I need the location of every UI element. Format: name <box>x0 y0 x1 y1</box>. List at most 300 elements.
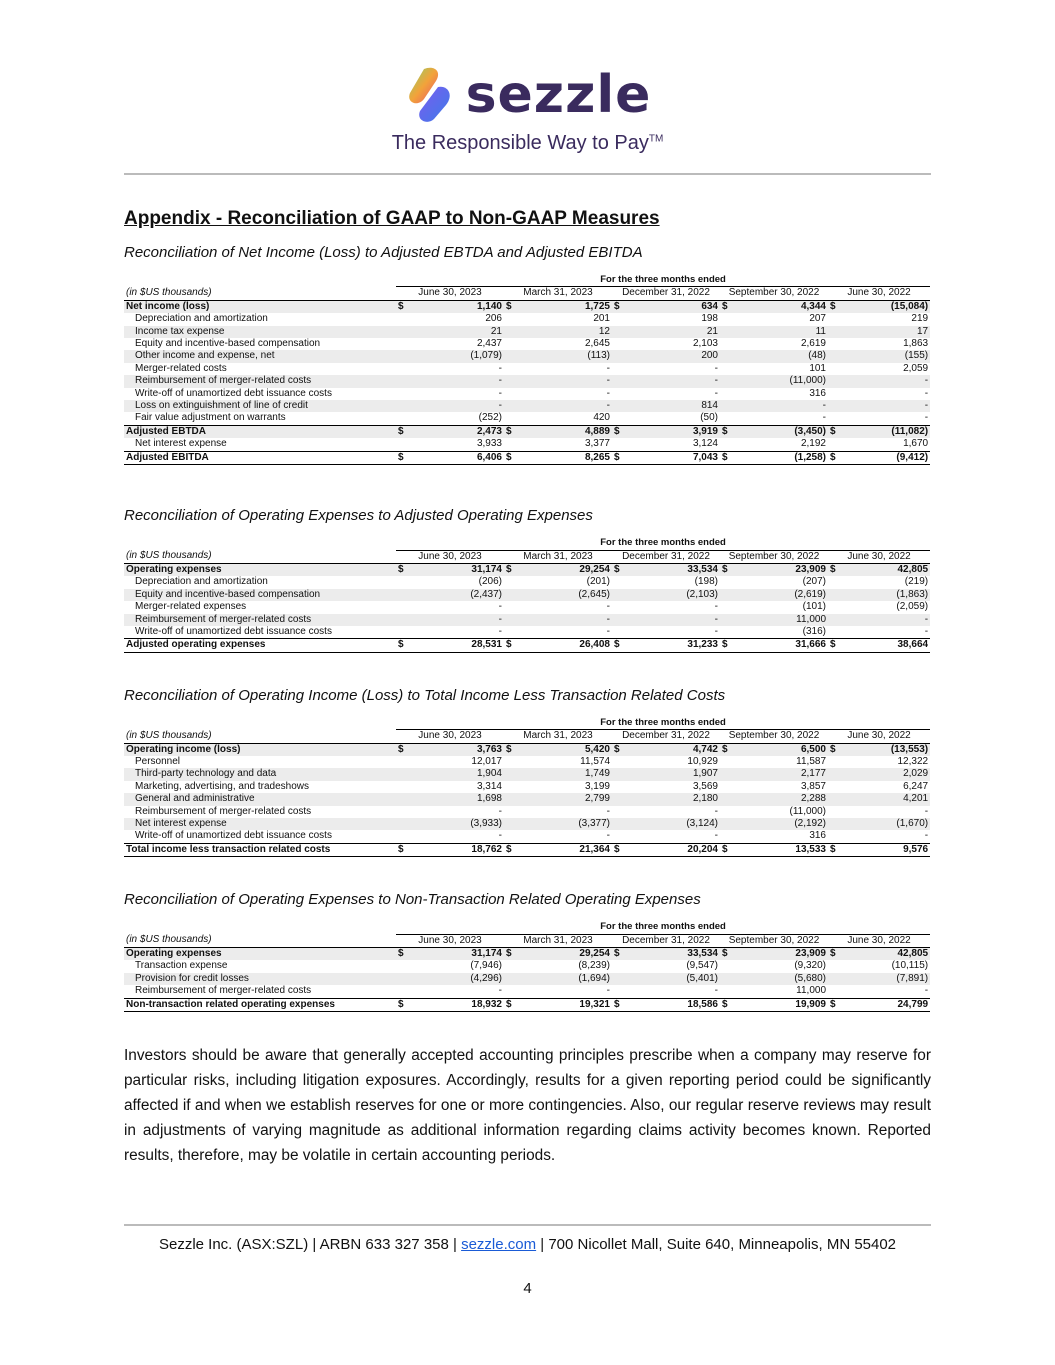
currency-symbol <box>828 614 846 626</box>
currency-symbol <box>396 576 414 588</box>
cell-value: 26,408 <box>522 639 612 652</box>
cell-value: 23,909 <box>738 948 828 961</box>
cell-value: (7,946) <box>470 960 502 972</box>
currency-symbol <box>720 818 738 830</box>
currency-symbol: $ <box>828 563 846 576</box>
currency-symbol <box>720 601 738 613</box>
currency-symbol <box>720 756 738 768</box>
currency-symbol: $ <box>612 639 630 652</box>
table-row <box>124 843 930 856</box>
currency-symbol <box>612 985 630 998</box>
cell-value: 24,799 <box>846 998 930 1011</box>
currency-symbol <box>720 412 738 425</box>
currency-symbol <box>828 973 846 985</box>
currency-symbol: $ <box>504 843 522 856</box>
cell-value: (252) <box>478 412 502 424</box>
currency-symbol <box>612 589 630 601</box>
currency-symbol <box>612 338 630 350</box>
brand-name: sezzle <box>465 65 652 125</box>
cell-value: 18,932 <box>414 998 504 1011</box>
cell-value: - <box>714 830 718 842</box>
cell-value: 198 <box>701 313 718 325</box>
column-header: September 30, 2022 <box>720 287 828 300</box>
table-row <box>124 960 930 972</box>
currency-symbol <box>720 576 738 588</box>
period-header: For the three months ended <box>396 537 930 550</box>
cell-value: (2,059) <box>896 601 929 613</box>
cell-value: 19,909 <box>738 998 828 1011</box>
cell-value: 2,473 <box>414 425 504 438</box>
cell-value: 2,192 <box>800 438 826 450</box>
currency-symbol <box>396 338 414 350</box>
cell-value: - <box>714 387 718 399</box>
footer-address: | 700 Nicollet Mall, Suite 640, Minneapolis, MN 55402 <box>536 1236 897 1253</box>
currency-symbol <box>720 350 738 362</box>
cell-value: 8,265 <box>522 451 612 464</box>
currency-symbol <box>720 806 738 818</box>
cell-value: 3,377 <box>584 438 610 450</box>
table-row <box>124 626 930 639</box>
currency-symbol <box>828 438 846 451</box>
currency-symbol: $ <box>396 300 414 313</box>
currency-symbol <box>396 768 414 780</box>
cell-value: - <box>924 412 929 424</box>
currency-symbol: $ <box>612 743 630 756</box>
cell-value: 2,799 <box>522 793 612 805</box>
currency-symbol <box>396 388 414 400</box>
unit-label: (in $US thousands) <box>124 550 396 563</box>
row-label: Write-off of unamortized debt issuance costs <box>135 387 332 399</box>
cell-value: 3,569 <box>692 780 718 792</box>
cell-value: 12 <box>522 326 612 338</box>
cell-value: (3,450) <box>738 425 828 438</box>
currency-symbol <box>720 614 738 626</box>
cell-value: 33,534 <box>630 948 720 961</box>
currency-symbol: $ <box>720 639 738 652</box>
row-label: Merger-related expenses <box>135 601 247 613</box>
cell-value: 6,406 <box>414 451 504 464</box>
financial-table <box>124 537 930 653</box>
currency-symbol <box>504 793 522 805</box>
currency-symbol <box>612 768 630 780</box>
row-label: Total income less transaction related costs <box>124 843 396 856</box>
table-row <box>124 601 930 613</box>
table-row <box>124 350 930 362</box>
currency-symbol: $ <box>612 451 630 464</box>
currency-symbol <box>828 400 846 412</box>
column-header: September 30, 2022 <box>720 550 828 563</box>
currency-symbol <box>720 313 738 325</box>
cell-value: 20,204 <box>630 843 720 856</box>
cell-value: (1,670) <box>846 818 930 830</box>
header-divider <box>124 173 931 175</box>
currency-symbol <box>504 350 522 362</box>
cell-value: 201 <box>593 313 610 325</box>
cell-value: - <box>522 375 612 387</box>
currency-symbol <box>612 400 630 412</box>
cell-value: 18,762 <box>414 843 504 856</box>
cell-value: - <box>522 400 612 412</box>
currency-symbol <box>720 626 738 639</box>
currency-symbol <box>720 375 738 387</box>
cell-value: (2,619) <box>738 589 828 601</box>
row-label: Operating expenses <box>124 948 396 961</box>
cell-value: - <box>714 625 718 637</box>
cell-value: 1,863 <box>903 338 929 350</box>
cell-value: 18,586 <box>630 998 720 1011</box>
section-title: Reconciliation of Operating Expenses to Adjusted Operating Expenses <box>124 507 593 525</box>
currency-symbol <box>612 412 630 425</box>
currency-symbol <box>828 375 846 387</box>
cell-value: - <box>606 625 610 637</box>
currency-symbol: $ <box>504 743 522 756</box>
row-label: Reimbursement of merger-related costs <box>135 805 312 817</box>
cell-value: (1,694) <box>522 973 612 985</box>
cell-value: 23,909 <box>738 563 828 576</box>
cell-value: 5,420 <box>522 743 612 756</box>
cell-value: 101 <box>809 362 826 374</box>
column-header: March 31, 2023 <box>504 550 612 563</box>
currency-symbol <box>504 438 522 451</box>
currency-symbol <box>612 350 630 362</box>
tagline: The Responsible Way to Pay™ <box>391 132 664 154</box>
column-header: June 30, 2023 <box>396 550 504 563</box>
currency-symbol <box>504 589 522 601</box>
sezzle-logo-icon <box>404 65 456 125</box>
cell-value: 38,664 <box>846 639 930 652</box>
cell-value: - <box>606 830 610 842</box>
cell-value: 11,587 <box>796 755 826 767</box>
cell-value: 29,254 <box>522 948 612 961</box>
column-header: June 30, 2023 <box>396 287 504 300</box>
currency-symbol: $ <box>396 948 414 961</box>
currency-symbol <box>396 806 414 818</box>
currency-symbol: $ <box>720 425 738 438</box>
cell-value: 206 <box>485 313 502 325</box>
row-label: Adjusted EBTDA <box>124 425 396 438</box>
cell-value: - <box>924 387 929 399</box>
cell-value: 2,059 <box>903 362 929 374</box>
currency-symbol <box>396 363 414 375</box>
website-link[interactable]: sezzle.com <box>461 1236 537 1253</box>
currency-symbol <box>828 985 846 998</box>
reconciliation-section <box>124 687 931 857</box>
cell-value: 19,321 <box>522 998 612 1011</box>
table-row <box>124 451 930 464</box>
row-label: Net interest expense <box>124 818 396 830</box>
cell-value: - <box>498 985 502 997</box>
currency-symbol: $ <box>720 563 738 576</box>
cell-value: 42,805 <box>846 563 930 576</box>
cell-value: (5,680) <box>738 973 828 985</box>
currency-symbol: $ <box>504 639 522 652</box>
cell-value: 1,698 <box>414 793 504 805</box>
cell-value: 2,029 <box>846 768 930 780</box>
footer-divider <box>124 1224 931 1226</box>
table-row <box>124 300 930 313</box>
currency-symbol <box>828 818 846 830</box>
cell-value: (13,553) <box>846 743 930 756</box>
currency-symbol <box>612 973 630 985</box>
table-row <box>124 806 930 818</box>
currency-symbol: $ <box>720 843 738 856</box>
column-header: December 31, 2022 <box>612 287 720 300</box>
cell-value: (8,239) <box>578 960 610 972</box>
cell-value: - <box>522 614 612 626</box>
currency-symbol <box>504 576 522 588</box>
cell-value: - <box>498 362 502 374</box>
cell-value: (219) <box>904 576 929 588</box>
cell-value: 11 <box>738 326 828 338</box>
cell-value: (7,891) <box>846 973 930 985</box>
table-row <box>124 793 930 805</box>
row-label: Fair value adjustment on warrants <box>135 412 286 424</box>
cell-value: 21 <box>414 326 504 338</box>
cell-value: (206) <box>478 576 502 588</box>
cell-value: 9,576 <box>846 843 930 856</box>
currency-symbol <box>828 363 846 375</box>
cell-value: 420 <box>593 412 610 424</box>
currency-symbol <box>504 601 522 613</box>
cell-value: - <box>846 614 930 626</box>
row-label: Reimbursement of merger-related costs <box>124 614 396 626</box>
currency-symbol: $ <box>828 639 846 652</box>
table-row <box>124 563 930 576</box>
cell-value: (1,079) <box>414 350 504 362</box>
currency-symbol <box>828 960 846 972</box>
period-header: For the three months ended <box>396 274 930 287</box>
currency-symbol: $ <box>828 948 846 961</box>
cell-value: 219 <box>911 313 929 325</box>
table-row <box>124 375 930 387</box>
row-label: Merger-related costs <box>135 362 227 374</box>
currency-symbol <box>504 400 522 412</box>
cell-value: (155) <box>846 350 930 362</box>
row-label: Transaction expense <box>135 960 228 972</box>
currency-symbol <box>396 601 414 613</box>
cell-value: 2,619 <box>800 338 826 350</box>
cell-value: - <box>606 387 610 399</box>
row-label: General and administrative <box>124 793 396 805</box>
currency-symbol: $ <box>396 425 414 438</box>
currency-symbol: $ <box>828 843 846 856</box>
currency-symbol <box>396 626 414 639</box>
currency-symbol <box>396 313 414 325</box>
table-row <box>124 830 930 843</box>
cell-value: (11,000) <box>789 805 826 817</box>
currency-symbol: $ <box>828 998 846 1011</box>
cell-value: (50) <box>700 412 718 424</box>
unit-label: (in $US thousands) <box>124 287 396 300</box>
cell-value: 2,645 <box>584 338 610 350</box>
column-header: December 31, 2022 <box>612 730 720 743</box>
cell-value: (198) <box>694 576 718 588</box>
column-header: March 31, 2023 <box>504 287 612 300</box>
table-row <box>124 756 930 768</box>
cell-value: 3,199 <box>584 780 610 792</box>
cell-value: - <box>924 805 929 817</box>
page-heading: Appendix - Reconciliation of GAAP to Non-GAAP Measures <box>124 208 660 229</box>
row-label: Net interest expense <box>135 438 227 450</box>
currency-symbol <box>396 412 414 425</box>
table-row <box>124 639 930 652</box>
currency-symbol <box>504 818 522 830</box>
cell-value: - <box>738 400 828 412</box>
currency-symbol: $ <box>396 563 414 576</box>
cell-value: - <box>714 362 718 374</box>
financial-table <box>124 274 930 465</box>
cell-value: 3,919 <box>630 425 720 438</box>
section-title: Reconciliation of Net Income (Loss) to Adjusted EBTDA and Adjusted EBITDA <box>124 244 643 261</box>
column-header: December 31, 2022 <box>612 934 720 947</box>
cell-value: (9,547) <box>686 960 718 972</box>
cell-value: 200 <box>630 350 720 362</box>
row-label: Write-off of unamortized debt issuance costs <box>135 830 332 842</box>
cell-value: 6,500 <box>738 743 828 756</box>
currency-symbol <box>504 973 522 985</box>
currency-symbol: $ <box>504 451 522 464</box>
column-header: March 31, 2023 <box>504 934 612 947</box>
column-header: March 31, 2023 <box>504 730 612 743</box>
currency-symbol <box>504 326 522 338</box>
currency-symbol <box>504 768 522 780</box>
reconciliation-section <box>124 507 931 653</box>
cell-value: 814 <box>630 400 720 412</box>
currency-symbol: $ <box>612 948 630 961</box>
currency-symbol <box>612 363 630 375</box>
cell-value: - <box>414 614 504 626</box>
row-label: Income tax expense <box>124 326 396 338</box>
cell-value: (9,412) <box>846 451 930 464</box>
cell-value: 1,140 <box>414 300 504 313</box>
currency-symbol <box>720 338 738 350</box>
row-label: Equity and incentive-based compensation <box>135 338 321 350</box>
cell-value: (101) <box>802 601 826 613</box>
currency-symbol <box>828 806 846 818</box>
cell-value: (207) <box>802 576 826 588</box>
cell-value: 12,017 <box>471 755 502 767</box>
cell-value: (2,645) <box>522 589 612 601</box>
currency-symbol <box>720 960 738 972</box>
currency-symbol <box>612 438 630 451</box>
currency-symbol: $ <box>504 563 522 576</box>
row-label: Net income (loss) <box>124 300 396 313</box>
cell-value: - <box>414 400 504 412</box>
reconciliation-section <box>124 891 931 1012</box>
cell-value: - <box>714 985 718 997</box>
cell-value: (9,320) <box>794 960 826 972</box>
currency-symbol <box>612 388 630 400</box>
table-row <box>124 614 930 626</box>
row-label: Write-off of unamortized debt issuance costs <box>135 625 332 637</box>
currency-symbol <box>504 806 522 818</box>
cell-value: (10,115) <box>891 960 929 972</box>
period-header: For the three months ended <box>396 717 930 730</box>
cell-value: 1,904 <box>414 768 504 780</box>
row-label: Provision for credit losses <box>124 973 396 985</box>
currency-symbol <box>720 438 738 451</box>
cell-value: 31,174 <box>414 948 504 961</box>
cell-value: 2,103 <box>692 338 718 350</box>
cell-value: (2,437) <box>414 589 504 601</box>
cell-value: 2,177 <box>738 768 828 780</box>
currency-symbol <box>396 830 414 843</box>
cell-value: 3,124 <box>692 438 718 450</box>
currency-symbol <box>612 806 630 818</box>
currency-symbol: $ <box>612 300 630 313</box>
cell-value: 21 <box>630 326 720 338</box>
currency-symbol <box>504 313 522 325</box>
row-label: Adjusted operating expenses <box>124 639 396 652</box>
currency-symbol <box>612 576 630 588</box>
cell-value: 12,322 <box>897 755 929 767</box>
table-row <box>124 948 930 961</box>
cell-value: 11,574 <box>580 755 610 767</box>
column-header: June 30, 2022 <box>828 287 930 300</box>
cell-value: (4,296) <box>414 973 504 985</box>
table-row <box>124 438 930 451</box>
currency-symbol <box>612 793 630 805</box>
row-label: Depreciation and amortization <box>135 576 268 588</box>
cell-value: 2,180 <box>630 793 720 805</box>
column-header: June 30, 2023 <box>396 730 504 743</box>
table-row <box>124 998 930 1011</box>
currency-symbol: $ <box>396 998 414 1011</box>
cell-value: 316 <box>809 387 826 399</box>
cell-value: 4,201 <box>846 793 930 805</box>
cell-value: 316 <box>809 830 826 842</box>
cell-value: - <box>498 601 502 613</box>
currency-symbol <box>612 818 630 830</box>
table-row <box>124 768 930 780</box>
currency-symbol <box>828 412 846 425</box>
currency-symbol <box>720 388 738 400</box>
cell-value: - <box>822 412 826 424</box>
currency-symbol <box>504 388 522 400</box>
cell-value: - <box>606 985 610 997</box>
currency-symbol <box>504 614 522 626</box>
table-row <box>124 326 930 338</box>
financial-table <box>124 921 930 1012</box>
cell-value: 28,531 <box>414 639 504 652</box>
cell-value: 33,534 <box>630 563 720 576</box>
page-number: 4 <box>523 1280 532 1297</box>
currency-symbol <box>828 793 846 805</box>
row-label: Adjusted EBITDA <box>124 451 396 464</box>
currency-symbol <box>828 388 846 400</box>
row-label: Depreciation and amortization <box>135 313 268 325</box>
currency-symbol: $ <box>612 425 630 438</box>
currency-symbol <box>720 973 738 985</box>
currency-symbol <box>828 589 846 601</box>
cell-value: 42,805 <box>846 948 930 961</box>
currency-symbol: $ <box>720 300 738 313</box>
currency-symbol: $ <box>828 300 846 313</box>
unit-label: (in $US thousands) <box>124 934 396 947</box>
currency-symbol: $ <box>612 563 630 576</box>
reconciliation-section <box>124 244 931 465</box>
currency-symbol: $ <box>396 843 414 856</box>
cell-value: 4,344 <box>738 300 828 313</box>
column-header: December 31, 2022 <box>612 550 720 563</box>
cell-value: 634 <box>630 300 720 313</box>
table-row <box>124 313 930 325</box>
currency-symbol <box>720 985 738 998</box>
table-row <box>124 388 930 400</box>
currency-symbol <box>396 960 414 972</box>
cell-value: (11,082) <box>846 425 930 438</box>
currency-symbol: $ <box>720 998 738 1011</box>
